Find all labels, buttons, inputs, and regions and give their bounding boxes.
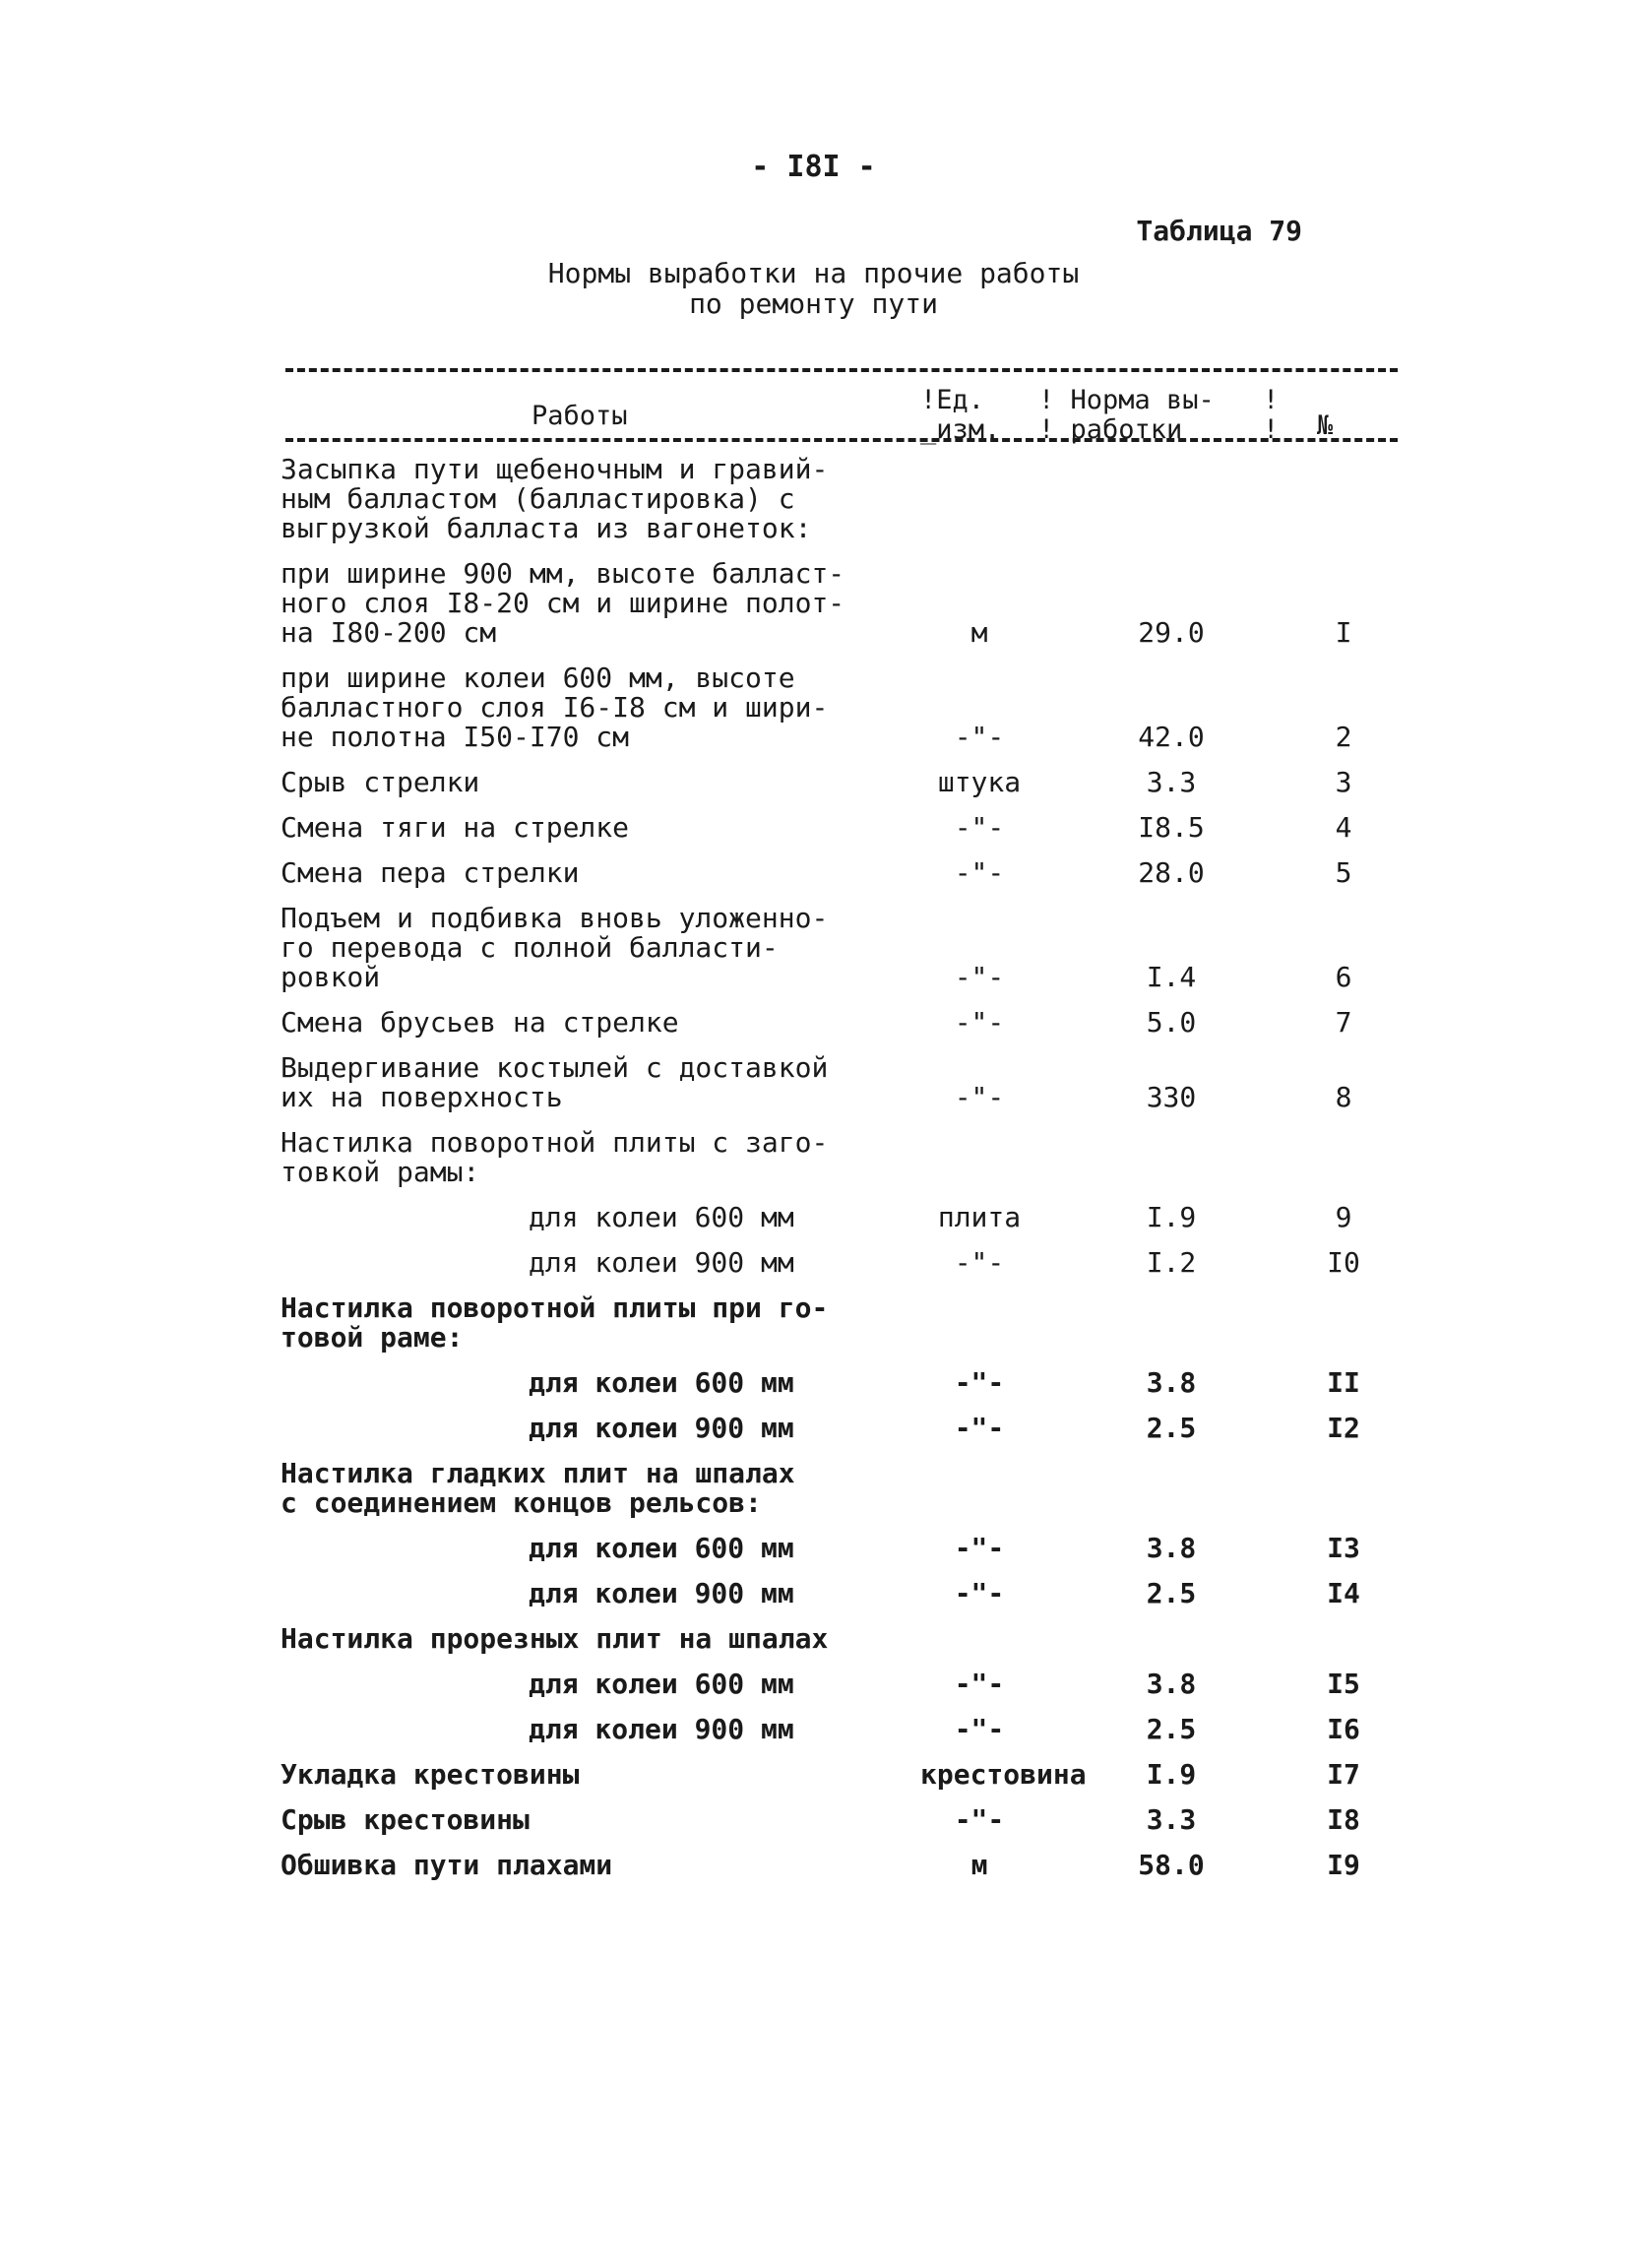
row-number: I4 [1327,1577,1360,1609]
header-unit-line: _изм. [920,414,1001,445]
work-line: для колеи 600 мм [529,1532,794,1564]
row-number: 2 [1335,721,1352,753]
table-row [281,1459,1403,1518]
work-description [281,1805,920,1835]
work-description [281,904,920,992]
unit-cell: крестовина [920,1758,1087,1791]
norm-cell: 330 [1146,1081,1197,1113]
norm-cell: I.4 [1146,961,1197,993]
norm-cell: 29.0 [1138,616,1205,649]
work-line: Засыпка пути щебеночным и гравий- [281,453,829,485]
row-number: I3 [1327,1532,1360,1564]
header-separator-line: ! [1263,385,1280,415]
work-line: балластного слоя I6-I8 см и шири- [281,691,829,724]
norm-cell: 3.8 [1146,1532,1197,1564]
header-norm-line: ! Норма вы- [1038,385,1215,415]
work-description [281,1670,920,1699]
work-description [281,1760,920,1790]
table-row [281,813,1403,843]
row-number: I7 [1327,1758,1360,1791]
unit-cell: -"- [954,1803,1005,1836]
table-row [281,1715,1403,1744]
unit-cell: штука [937,766,1022,798]
work-description [281,1624,920,1654]
work-line: при ширине колеи 600 мм, высоте [281,662,795,694]
work-description [281,1579,920,1608]
unit-cell: -"- [954,1713,1005,1745]
work-line: ровкой [281,961,381,993]
norm-cell: 2.5 [1146,1577,1197,1609]
work-line: для колеи 900 мм [529,1246,794,1279]
unit-cell: м [970,1849,988,1881]
table-row [281,1670,1403,1699]
work-line: с соединением концов рельсов: [281,1486,762,1519]
norm-cell: 3.3 [1146,1803,1197,1836]
table-row [281,455,1403,543]
unit-cell: м [970,616,988,649]
row-number: 7 [1335,1006,1352,1039]
work-description [281,1414,920,1443]
table-row [281,768,1403,797]
work-line: Выдергивание костылей с доставкой [281,1051,829,1084]
work-line: Настилка поворотной плиты с заго- [281,1126,829,1159]
page-number: - I8I - [751,150,876,184]
work-description [281,663,920,752]
table-row [281,858,1403,888]
work-line: Настилка гладких плит на шпалах [281,1457,795,1489]
norm-cell: 58.0 [1138,1849,1205,1881]
work-line: товкой рамы: [281,1156,480,1188]
unit-cell: -"- [954,1081,1005,1113]
table-row [281,559,1403,648]
work-description [281,1248,920,1278]
norm-cell: I.9 [1146,1201,1197,1233]
header-unit-line: !Ед. [920,385,985,415]
table-row [281,1128,1403,1187]
header-norm-line: ! работки [1038,414,1183,445]
work-description [281,768,920,797]
norm-cell: I.9 [1146,1758,1197,1791]
work-description [281,1203,920,1232]
norm-cell: 42.0 [1138,721,1205,753]
work-line: для колеи 600 мм [529,1201,794,1233]
work-description [281,1715,920,1744]
header-number: № [1317,410,1334,441]
work-description [281,858,920,888]
row-number: 6 [1335,961,1352,993]
work-description [281,1293,920,1353]
table-row [281,1414,1403,1443]
work-description [281,1534,920,1563]
row-number: I5 [1327,1668,1360,1700]
table-title [0,258,1627,319]
table-label: Таблица 79 [1136,215,1302,247]
table-row [281,1760,1403,1790]
table-row [281,1805,1403,1835]
norm-cell: 3.3 [1146,766,1197,798]
table-row [281,1293,1403,1353]
work-line: Смена тяги на стрелке [281,811,630,844]
unit-cell: -"- [954,1668,1005,1700]
row-number: I6 [1327,1713,1360,1745]
work-description [281,1368,920,1398]
work-description [281,1053,920,1112]
work-description [281,1459,920,1518]
work-line: их на поверхность [281,1081,563,1113]
table-row [281,1008,1403,1038]
unit-cell: -"- [954,1366,1005,1399]
work-line: Настилка поворотной плиты при го- [281,1292,829,1324]
work-line: для колеи 900 мм [529,1713,794,1745]
unit-cell: -"- [954,811,1005,844]
header-norm [1038,386,1215,445]
table-body [281,455,1403,1896]
table-row [281,1624,1403,1654]
table-row [281,663,1403,752]
unit-cell: -"- [954,1006,1005,1039]
title-line: Нормы выработки на прочие работы [547,257,1080,289]
row-number: I [1335,616,1352,649]
header-separator [1263,386,1279,445]
work-line: Срыв крестовины [281,1803,530,1836]
table-row [281,1851,1403,1880]
work-description [281,1128,920,1187]
work-description [281,455,920,543]
table-row [281,1534,1403,1563]
work-description [281,813,920,843]
header-rule [285,438,1398,442]
row-number: I0 [1327,1246,1360,1279]
work-line: Срыв стрелки [281,766,480,798]
work-line: при ширине 900 мм, высоте балласт- [281,557,845,590]
work-line: Настилка прорезных плит на шпалах [281,1622,829,1655]
title-line: по ремонту пути [689,287,938,320]
work-line: Обшивка пути плахами [281,1849,613,1881]
work-line: товой раме: [281,1321,464,1354]
table-row [281,1053,1403,1112]
norm-cell: 28.0 [1138,856,1205,889]
unit-cell: -"- [954,1246,1005,1279]
row-number: I9 [1327,1849,1360,1881]
work-description [281,1008,920,1038]
header-unit [920,386,1000,445]
row-number: 8 [1335,1081,1352,1113]
header-work: Работы [532,401,628,431]
row-number: I8 [1327,1803,1360,1836]
work-line: для колеи 900 мм [529,1412,794,1444]
unit-cell: -"- [954,856,1005,889]
table-row [281,1368,1403,1398]
unit-cell: -"- [954,961,1005,993]
unit-cell: -"- [954,1532,1005,1564]
work-line: Смена пера стрелки [281,856,580,889]
norm-cell: I8.5 [1138,811,1205,844]
work-line: ным балластом (балластировка) с [281,482,795,515]
work-line: го перевода с полной балласти- [281,931,779,964]
table-row [281,1248,1403,1278]
work-description [281,1851,920,1880]
norm-cell: 2.5 [1146,1412,1197,1444]
unit-cell: -"- [954,1577,1005,1609]
work-line: на I80-200 см [281,616,497,649]
header-separator-line: ! [1263,414,1280,445]
table-row [281,1579,1403,1608]
row-number: 3 [1335,766,1352,798]
row-number: II [1327,1366,1360,1399]
row-number: 4 [1335,811,1352,844]
row-number: 5 [1335,856,1352,889]
work-line: не полотна I50-I70 см [281,721,630,753]
work-line: Смена брусьев на стрелке [281,1006,679,1039]
row-number: 9 [1335,1201,1352,1233]
work-description [281,559,920,648]
work-line: для колеи 900 мм [529,1577,794,1609]
norm-cell: 2.5 [1146,1713,1197,1745]
unit-cell: -"- [954,721,1005,753]
row-number: I2 [1327,1412,1360,1444]
table-row [281,904,1403,992]
norm-cell: 3.8 [1146,1366,1197,1399]
top-rule [285,368,1398,372]
table-row [281,1203,1403,1232]
work-line: выгрузкой балласта из вагонеток: [281,512,812,544]
norm-cell: 3.8 [1146,1668,1197,1700]
unit-cell: плита [937,1201,1022,1233]
work-line: ного слоя I8-20 см и ширине полот- [281,587,845,619]
unit-cell: -"- [954,1412,1005,1444]
work-line: для колеи 600 мм [529,1366,794,1399]
work-line: Подъем и подбивка вновь уложенно- [281,902,829,934]
norm-cell: 5.0 [1146,1006,1197,1039]
work-line: Укладка крестовины [281,1758,580,1791]
norm-cell: I.2 [1146,1246,1197,1279]
work-line: для колеи 600 мм [529,1668,794,1700]
